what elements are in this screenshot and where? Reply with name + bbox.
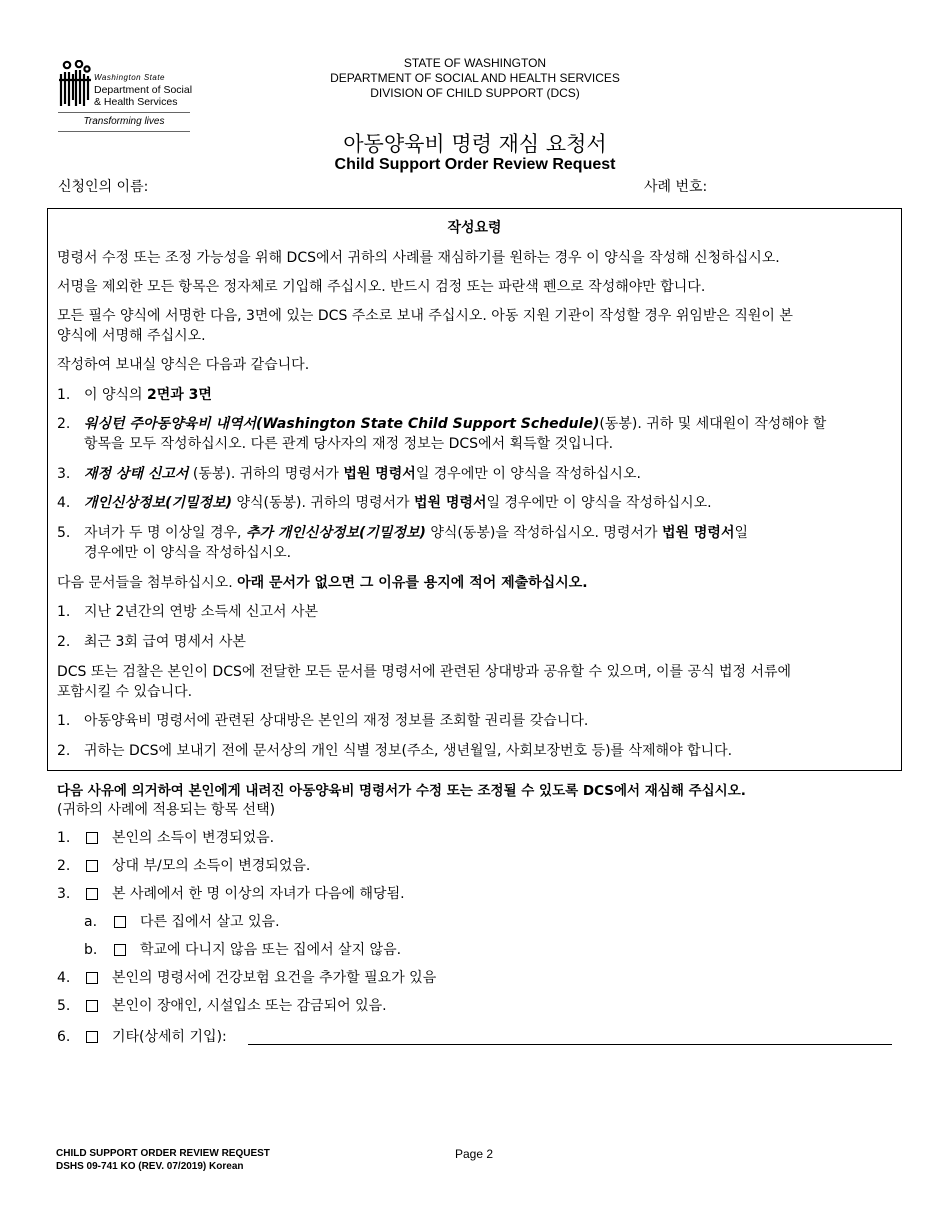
- instructions-p4: 작성하여 보내실 양식은 다음과 같습니다.: [57, 357, 310, 373]
- reason-3b-letter: b.: [84, 942, 98, 958]
- form-item-3: [84, 464, 641, 484]
- reason-1-checkbox[interactable]: [86, 832, 98, 844]
- reason-3b-checkbox[interactable]: [114, 944, 126, 956]
- family-logo-icon: [58, 60, 92, 110]
- sharing-item-1: 아동양육비 명령서에 관련된 상대방은 본인의 재정 정보를 조회할 권리를 갖습니다.: [84, 713, 589, 729]
- instructions-p1: 명령서 수정 또는 조정 가능성을 위해 DCS에서 귀하의 사례를 재심하기를 원하는 경우 이 양식을 작성해 신청하십시오.: [57, 250, 780, 266]
- reason-4-label: 본인의 명령서에 건강보험 요건을 추가할 필요가 있음: [112, 970, 437, 986]
- reason-3b-label: 학교에 다니지 않음 또는 집에서 살지 않음.: [140, 942, 402, 958]
- logo-line2: [94, 84, 192, 108]
- form-item-1: [84, 385, 212, 405]
- instructions-p3-line2: 양식에 서명해 주십시오.: [57, 328, 206, 344]
- page-number: Page 2: [455, 1147, 494, 1161]
- page-title-korean: 아동양육비 명령 재심 요청서: [343, 132, 607, 156]
- logo-rule-bottom: [58, 131, 190, 132]
- form-item-3-number: 3.: [57, 466, 71, 482]
- form-item-2-number: 2.: [57, 416, 71, 432]
- reason-3a-letter: a.: [84, 914, 98, 930]
- form-item-3-tail: 일 경우에만 이 양식을 작성하십시오.: [415, 466, 641, 482]
- dshs-logo: [58, 60, 193, 138]
- form-item-4-text: 양식(동봉). 귀하의 명령서가: [232, 495, 414, 511]
- reason-3-checkbox[interactable]: [86, 888, 98, 900]
- form-item-4: [84, 493, 712, 513]
- form-item-3-title: 재정 상태 신고서: [84, 466, 189, 482]
- reason-3a-checkbox[interactable]: [114, 916, 126, 928]
- form-item-2-title: 워싱턴 주아동양육비 내역서(Washington State Child Support Schedule): [84, 416, 600, 432]
- reason-3a-label: 다른 집에서 살고 있음.: [140, 914, 280, 930]
- form-item-5-text: 자녀가 두 명 이상일 경우,: [84, 525, 246, 541]
- sharing-item-1-number: 1.: [57, 713, 71, 729]
- reason-4-number: 4.: [57, 970, 71, 986]
- form-item-4-court: 법원 명령서: [414, 495, 487, 511]
- instructions-p2: 서명을 제외한 모든 항목은 정자체로 기입해 주십시오. 반드시 검정 또는 파란색 펜으로 작성해야만 합니다.: [57, 279, 706, 295]
- agency-state: STATE OF WASHINGTON: [403, 56, 547, 70]
- form-item-4-title: 개인신상정보(기밀정보): [84, 495, 233, 511]
- reason-1-number: 1.: [57, 830, 71, 846]
- other-details-line[interactable]: [248, 1044, 892, 1045]
- applicant-name-label: 신청인의 이름:: [58, 179, 149, 195]
- form-item-2: [84, 414, 826, 434]
- attach-item-1: 지난 2년간의 연방 소득세 신고서 사본: [84, 604, 319, 620]
- attach-heading: [57, 573, 588, 593]
- reason-5-label: 본인이 장애인, 시설입소 또는 감금되어 있음.: [112, 998, 387, 1014]
- form-item-2-line2: 항목을 모두 작성하십시오. 다른 관계 당사자의 재정 정보는 DCS에서 획득할 것입니다.: [84, 436, 614, 452]
- reason-3-label: 본 사례에서 한 명 이상의 자녀가 다음에 해당됨.: [112, 886, 405, 902]
- request-subheading: (귀하의 사례에 적용되는 항목 선택): [57, 802, 276, 818]
- reason-5-number: 5.: [57, 998, 71, 1014]
- form-item-1-pages: 2면과 3면: [147, 387, 212, 403]
- instructions-heading: 작성요령: [447, 220, 502, 236]
- agency-header: [260, 56, 690, 101]
- logo-rule-top: [58, 112, 190, 113]
- form-item-5-line2: 경우에만 이 양식을 작성하십시오.: [84, 545, 292, 561]
- reason-3-number: 3.: [57, 886, 71, 902]
- reason-5-checkbox[interactable]: [86, 1000, 98, 1012]
- form-item-3-court: 법원 명령서: [343, 466, 416, 482]
- footer-form-title: CHILD SUPPORT ORDER REVIEW REQUEST: [56, 1148, 270, 1159]
- reason-2-number: 2.: [57, 858, 71, 874]
- reason-4-checkbox[interactable]: [86, 972, 98, 984]
- form-item-5: [84, 523, 748, 543]
- reason-6-number: 6.: [57, 1029, 71, 1045]
- reason-2-checkbox[interactable]: [86, 860, 98, 872]
- form-item-5-tail: 일: [734, 525, 748, 541]
- attach-item-2-number: 2.: [57, 634, 71, 650]
- attach-item-1-number: 1.: [57, 604, 71, 620]
- logo-line1: Washington State: [94, 73, 166, 82]
- sharing-notice-line1: DCS 또는 검찰은 본인이 DCS에 전달한 모든 문서를 명령서에 관련된 상대방과 공유할 수 있으며, 이를 공식 법정 서류에: [57, 664, 792, 680]
- page-title-english: Child Support Order Review Request: [334, 156, 616, 173]
- reason-1-label: 본인의 소득이 변경되었음.: [112, 830, 275, 846]
- form-item-1-number: 1.: [57, 387, 71, 403]
- form-item-4-tail: 일 경우에만 이 양식을 작성하십시오.: [486, 495, 712, 511]
- form-item-5-title: 추가 개인신상정보(기밀정보): [245, 525, 426, 541]
- form-item-5-court: 법원 명령서: [661, 525, 735, 541]
- request-heading: 다음 사유에 의거하여 본인에게 내려진 아동양육비 명령서가 수정 또는 조정될 수 있도록 DCS에서 재심해 주십시오.: [57, 783, 746, 799]
- form-item-2-text: (동봉). 귀하 및 세대원이 작성해야 할: [599, 416, 827, 432]
- sharing-notice-line2: 포함시킬 수 있습니다.: [57, 684, 193, 700]
- form-item-5-text2: 양식(동봉)을 작성하십시오. 명령서가: [425, 525, 662, 541]
- agency-dept: DEPARTMENT OF SOCIAL AND HEALTH SERVICES: [330, 71, 620, 85]
- case-number-label: 사례 번호:: [644, 179, 708, 195]
- form-item-4-number: 4.: [57, 495, 71, 511]
- form-item-3-text: (동봉). 귀하의 명령서가: [188, 466, 344, 482]
- attach-text: 다음 문서들을 첨부하십시오.: [57, 575, 238, 591]
- form-item-1-text: 이 양식의: [84, 387, 147, 403]
- logo-tagline: Transforming lives: [83, 116, 165, 127]
- form-item-5-number: 5.: [57, 525, 71, 541]
- logo-health: & Health Services: [94, 96, 178, 108]
- logo-dept: Department of Social: [94, 84, 193, 96]
- reason-6-checkbox[interactable]: [86, 1031, 98, 1043]
- sharing-item-2: 귀하는 DCS에 보내기 전에 문서상의 개인 식별 정보(주소, 생년월일, 사회보장번호 등)를 삭제해야 합니다.: [84, 743, 733, 759]
- reason-2-label: 상대 부/모의 소득이 변경되었음.: [112, 858, 311, 874]
- sharing-item-2-number: 2.: [57, 743, 71, 759]
- attach-item-2: 최근 3회 급여 명세서 사본: [84, 634, 246, 650]
- reason-6-label: 기타(상세히 기입):: [112, 1029, 227, 1045]
- instructions-p3-line1: 모든 필수 양식에 서명한 다음, 3면에 있는 DCS 주소로 보내 주십시오. 아동 지원 기관이 작성할 경우 위임받은 직원이 본: [57, 308, 793, 324]
- footer-form-number: DSHS 09-741 KO (REV. 07/2019) Korean: [56, 1161, 244, 1172]
- attach-note: 아래 문서가 없으면 그 이유를 용지에 적어 제출하십시오.: [237, 575, 588, 591]
- agency-division: DIVISION OF CHILD SUPPORT (DCS): [370, 86, 580, 100]
